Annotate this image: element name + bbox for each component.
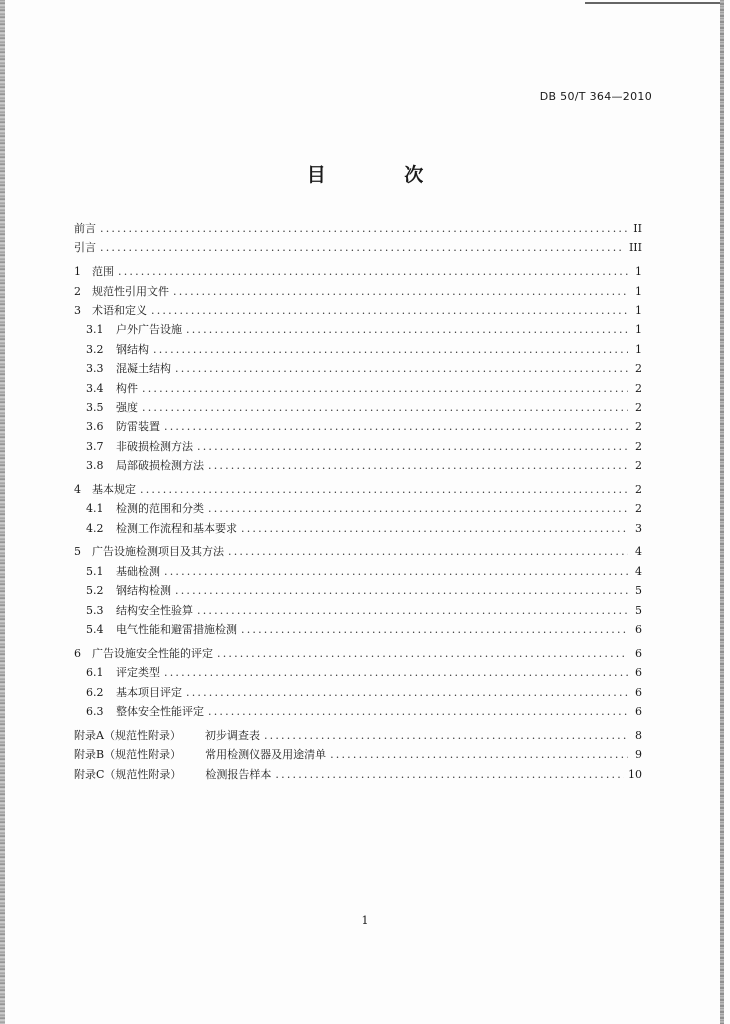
toc-entry [74, 684, 642, 703]
toc-entry-page: 5 [635, 603, 642, 617]
page-title: 目 次 [306, 164, 460, 186]
toc-entry-label: 钢结构 [116, 342, 149, 356]
toc-entry-page: 2 [635, 439, 642, 453]
toc-entry-page: 10 [628, 767, 642, 781]
toc-entry [74, 703, 642, 722]
toc-entry-subtitle: 初步调查表 [204, 728, 260, 742]
toc-entry-page: 2 [635, 400, 642, 414]
toc-entry-page: 6 [635, 622, 642, 636]
toc-leader-dots [164, 565, 628, 578]
toc-entry-label: 前言 [74, 222, 96, 235]
toc-entry [74, 263, 642, 282]
toc-leader-dots [140, 483, 628, 496]
table-of-contents [74, 220, 642, 785]
toc-entry-page: 3 [635, 521, 642, 535]
toc-entry-page: 2 [635, 362, 642, 376]
toc-entry-number: 3.2 [86, 342, 104, 356]
toc-entry-page: 6 [635, 685, 642, 699]
toc-leader-dots [197, 440, 628, 453]
toc-entry [74, 563, 642, 582]
toc-entry [74, 520, 642, 539]
toc-entry-number: 5.2 [86, 584, 104, 598]
toc-leader-dots [164, 420, 628, 433]
toc-entry-number: 1 [74, 265, 81, 279]
document-code: DB 50/T 364—2010 [539, 90, 652, 103]
toc-leader-dots [208, 502, 628, 515]
toc-leader-dots [142, 401, 628, 414]
toc-leader-dots [175, 584, 628, 597]
page-number: 1 [361, 914, 369, 927]
toc-leader-dots [275, 768, 624, 781]
toc-entry-number: 3.8 [86, 459, 104, 473]
scan-edge-top [585, 2, 720, 4]
toc-leader-dots [197, 604, 628, 617]
toc-entry-page: II [633, 222, 642, 235]
toc-leader-dots [208, 459, 628, 472]
toc-entry-number: 3.4 [86, 381, 104, 395]
toc-leader-dots [100, 222, 628, 235]
toc-entry-number: 6 [74, 646, 81, 660]
toc-entry-number: 5.3 [86, 603, 104, 617]
toc-leader-dots [228, 545, 628, 558]
toc-entry [74, 302, 642, 321]
toc-entry-label: 检测工作流程和基本要求 [116, 521, 237, 535]
toc-entry [74, 418, 642, 437]
toc-entry-page: 6 [635, 704, 642, 718]
toc-entry-label: 防雷装置 [116, 420, 160, 434]
toc-leader-dots [151, 304, 628, 317]
toc-leader-dots [186, 323, 628, 336]
toc-entry-label: 电气性能和避雷措施检测 [116, 622, 237, 636]
toc-entry-page: 1 [635, 303, 642, 317]
toc-entry-page: 5 [635, 584, 642, 598]
toc-entry-number: 3.6 [86, 420, 104, 434]
toc-entry-page: 1 [635, 284, 642, 298]
toc-entry [74, 283, 642, 302]
toc-entry [74, 746, 642, 765]
scan-edge-right [720, 0, 724, 1024]
toc-entry-number: 4 [74, 482, 81, 496]
toc-entry-number: 4.2 [86, 521, 104, 535]
toc-leader-dots [164, 666, 628, 679]
toc-entry-subtitle: 检测报告样本 [205, 767, 272, 781]
toc-entry-label: 附录B（规范性附录） [74, 748, 182, 762]
toc-entry-label: 附录C（规范性附录） [74, 767, 182, 781]
toc-entry [74, 727, 642, 746]
toc-entry-page: 8 [635, 728, 642, 742]
toc-entry-subtitle: 常用检测仪器及用途清单 [205, 748, 327, 762]
toc-entry-page: 4 [635, 564, 642, 578]
toc-entry-page: 1 [635, 323, 642, 337]
toc-entry-number: 5.4 [86, 622, 104, 636]
toc-entry-page: 2 [635, 420, 642, 434]
toc-entry [74, 321, 642, 340]
toc-entry-label: 广告设施安全性能的评定 [92, 646, 213, 660]
toc-entry-label: 规范性引用文件 [92, 284, 169, 298]
toc-entry-number: 2 [74, 284, 81, 298]
toc-entry [74, 582, 642, 601]
toc-leader-dots [241, 522, 628, 535]
toc-entry-page: 2 [635, 459, 642, 473]
toc-leader-dots [100, 241, 625, 254]
toc-entry [74, 500, 642, 519]
toc-entry-label: 局部破损检测方法 [116, 459, 204, 473]
toc-entry [74, 220, 642, 239]
toc-entry-number: 3.3 [86, 362, 104, 376]
scan-edge-left [0, 0, 5, 1024]
toc-leader-dots [217, 647, 628, 660]
toc-entry-number: 4.1 [86, 502, 104, 516]
toc-entry-number: 3.5 [86, 400, 104, 414]
toc-entry-label: 评定类型 [116, 666, 160, 680]
toc-entry [74, 239, 642, 258]
toc-entry-page: 1 [635, 342, 642, 356]
toc-leader-dots [186, 686, 628, 699]
toc-entry-number: 5.1 [86, 564, 104, 578]
toc-leader-dots [153, 343, 628, 356]
toc-entry-label: 附录A（规范性附录） [74, 728, 181, 742]
toc-entry [74, 766, 642, 785]
toc-entry [74, 341, 642, 360]
toc-entry [74, 481, 642, 500]
toc-entry-label: 术语和定义 [92, 303, 147, 317]
toc-entry-number: 3.7 [86, 439, 104, 453]
toc-entry-page: 6 [635, 666, 642, 680]
toc-entry-label: 引言 [74, 241, 96, 255]
toc-leader-dots [142, 382, 628, 395]
toc-entry-label: 整体安全性能评定 [116, 704, 204, 718]
toc-entry-label: 结构安全性验算 [116, 603, 193, 617]
toc-entry-label: 构件 [116, 381, 138, 395]
toc-entry-number: 6.2 [86, 685, 104, 699]
toc-leader-dots [118, 265, 628, 278]
toc-entry [74, 457, 642, 476]
toc-entry-page: 2 [635, 502, 642, 516]
toc-entry-number: 3 [74, 303, 81, 317]
toc-entry-label: 广告设施检测项目及其方法 [92, 545, 224, 559]
toc-entry [74, 360, 642, 379]
toc-entry-label: 检测的范围和分类 [116, 502, 204, 516]
toc-leader-dots [208, 705, 628, 718]
toc-entry-label: 基础检测 [116, 564, 160, 578]
toc-entry-page: 1 [635, 265, 642, 279]
toc-entry-label: 非破损检测方法 [116, 439, 193, 453]
toc-leader-dots [173, 285, 628, 298]
toc-leader-dots [330, 748, 628, 761]
toc-entry [74, 664, 642, 683]
toc-entry [74, 621, 642, 640]
toc-entry-page: 9 [635, 748, 642, 762]
toc-entry-label: 混凝土结构 [116, 362, 171, 376]
toc-entry [74, 543, 642, 562]
toc-entry-page: 4 [635, 545, 642, 559]
toc-leader-dots [241, 623, 628, 636]
toc-leader-dots [264, 729, 628, 742]
toc-leader-dots [175, 362, 628, 375]
toc-entry [74, 645, 642, 664]
toc-entry-number: 5 [74, 545, 81, 559]
toc-entry-label: 范围 [92, 265, 114, 279]
toc-entry-label: 钢结构检测 [116, 584, 171, 598]
toc-entry-label: 基本规定 [92, 482, 136, 496]
toc-entry-label: 强度 [116, 400, 138, 414]
toc-entry [74, 380, 642, 399]
toc-entry-label: 户外广告设施 [116, 323, 182, 337]
toc-entry [74, 602, 642, 621]
toc-entry [74, 438, 642, 457]
toc-entry-number: 6.3 [86, 704, 104, 718]
toc-entry-number: 3.1 [86, 323, 104, 337]
toc-entry-number: 6.1 [86, 666, 104, 680]
toc-entry-page: 6 [635, 646, 642, 660]
toc-entry-label: 基本项目评定 [116, 685, 182, 699]
toc-entry-page: III [628, 241, 642, 255]
toc-entry-page: 2 [635, 381, 642, 395]
toc-entry-page: 2 [635, 482, 642, 496]
toc-entry [74, 399, 642, 418]
